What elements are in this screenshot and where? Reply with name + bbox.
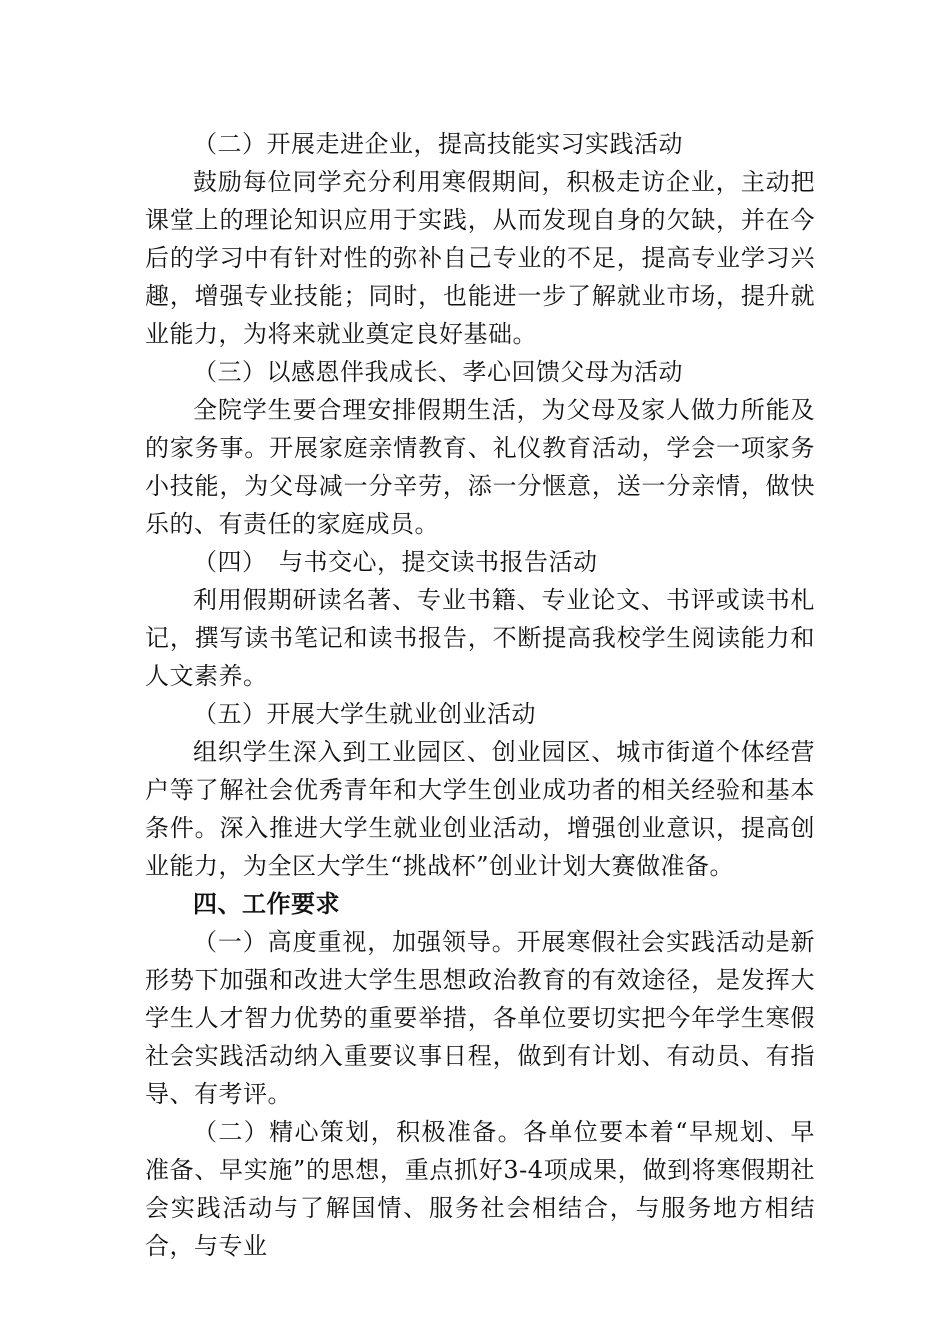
subheading-reading: （四） 与书交心，提交读书报告活动: [193, 548, 598, 576]
subheading-entrepreneurship: （五）开展大学生就业创业活动: [193, 700, 536, 728]
paragraph-gratitude: 全院学生要合理安排假期生活，为父母及家人做力所能及的家务事。开展家庭亲情教育、礼仪教育活动，学会一项家务小技能，为父母减一分辛劳，添一分惬意，送一分亲情，做快乐的、有责任的家庭成员。: [145, 396, 815, 538]
paragraph-reading: 利用假期研读名著、专业书籍、专业论文、书评或读书札记，撰写读书笔记和读书报告，不断提高我校学生阅读能力和人文素养。: [145, 586, 815, 690]
paragraph-requirement-leadership: （一）高度重视，加强领导。开展寒假社会实践活动是新形势下加强和改进大学生思想政治教育的有效途径，是发挥大学生人才智力优势的重要举措，各单位要切实把今年学生寒假社会实践活动纳入重要议事日程，做到有计划、有动员、有指导、有考评。: [145, 928, 815, 1108]
subheading-enterprise-practice: （二）开展走进企业，提高技能实习实践活动: [193, 130, 683, 158]
section-heading-work-requirements: 四、工作要求: [193, 890, 340, 918]
paragraph-requirement-planning: （二）精心策划，积极准备。各单位要本着“早规划、早准备、早实施”的思想，重点抓好3-4项成果，做到将寒假期社会实践活动与了解国情、服务社会相结合，与服务地方相结合，与专业: [145, 1118, 815, 1260]
subheading-gratitude: （三）以感恩伴我成长、孝心回馈父母为活动: [193, 358, 683, 386]
document-body: [145, 125, 815, 1265]
paragraph-entrepreneurship: 组织学生深入到工业园区、创业园区、城市街道个体经营户等了解社会优秀青年和大学生创业成功者的相关经验和基本条件。深入推进大学生就业创业活动，增强创业意识，提高创业能力，为全区大学生“挑战杯”创业计划大赛做准备。: [145, 738, 815, 880]
paragraph-enterprise-practice: 鼓励每位同学充分利用寒假期间，积极走访企业，主动把课堂上的理论知识应用于实践，从而发现自身的欠缺，并在今后的学习中有针对性的弥补自己专业的不足，提高专业学习兴趣，增强专业技能；同时，也能进一步了解就业市场，提升就业能力，为将来就业奠定良好基础。: [145, 168, 815, 348]
